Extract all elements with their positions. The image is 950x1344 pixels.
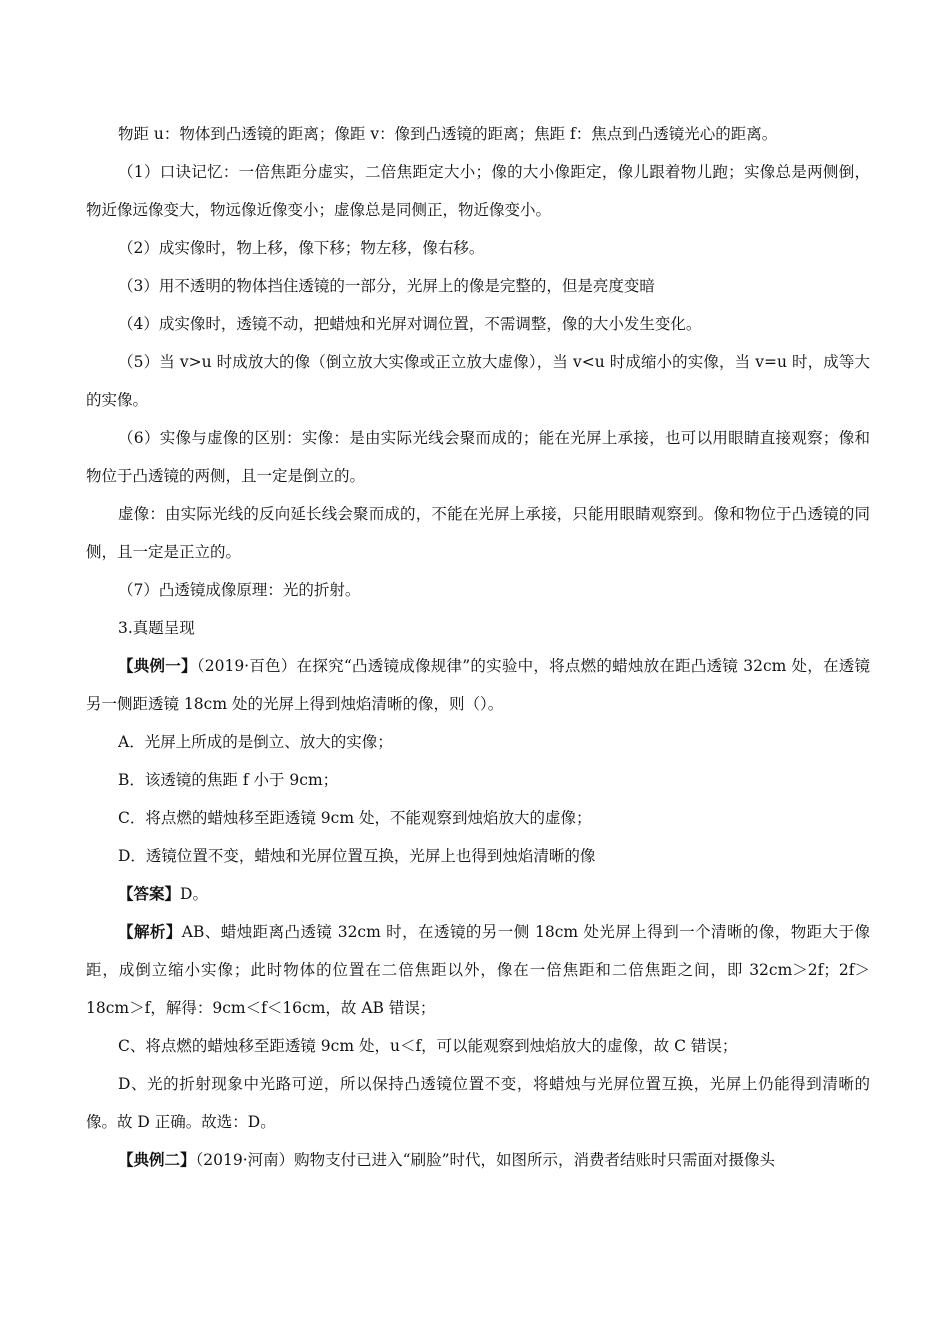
option-a: A．光屏上所成的是倒立、放大的实像；: [118, 733, 393, 751]
answer-tag: 【答案】: [118, 884, 181, 903]
point-3-paragraph: （3）用不透明的物体挡住透镜的一部分，光屏上的像是完整的，但是亮度变暗: [118, 277, 655, 295]
section-heading: 3.真题呈现: [118, 619, 195, 637]
definition-paragraph: 物距 u：物体到凸透镜的距离；像距 v：像到凸透镜的距离；焦距 f：焦点到凸透镜光心的距离。: [118, 125, 778, 143]
example-1-tag: 【典例一】: [118, 656, 197, 675]
example-2-tag: 【典例二】: [118, 1150, 196, 1169]
analysis-ab: [86, 913, 870, 1027]
example-1-question: [86, 647, 870, 723]
point-4-paragraph: （4）成实像时，透镜不动，把蜡烛和光屏对调位置，不需调整，像的大小发生变化。: [118, 315, 702, 333]
option-b: B．该透镜的焦距 f 小于 9cm；: [118, 771, 339, 789]
option-d: D．透镜位置不变，蜡烛和光屏位置互换，光屏上也得到烛焰清晰的像: [118, 847, 596, 865]
answer-line: [86, 875, 870, 913]
point-2-paragraph: （2）成实像时，物上移，像下移；物左移，像右移。: [118, 239, 485, 257]
analysis-tag: 【解析】: [118, 922, 182, 941]
mnemonic-paragraph: （1）口诀记忆：一倍焦距分虚实，二倍焦距定大小；像的大小像距定，像儿跟着物儿跑；实像总是两侧倒，物近像远像变大，物远像近像变小；虚像总是同侧正，物近像变小。: [86, 163, 870, 219]
option-c: C．将点燃的蜡烛移至距透镜 9cm 处，不能观察到烛焰放大的虚像；: [118, 809, 592, 827]
virtual-image-paragraph: 虚像：由实际光线的反向延长线会聚而成的，不能在光屏上承接，只能用眼睛观察到。像和物位于凸透镜的同侧，且一定是正立的。: [86, 505, 870, 561]
point-6-paragraph: （6）实像与虚像的区别：实像：是由实际光线会聚而成的；能在光屏上承接，也可以用眼睛直接观察；像和物位于凸透镜的两侧，且一定是倒立的。: [86, 429, 870, 485]
example-2-question: [86, 1141, 870, 1179]
analysis-text: AB、蜡烛距离凸透镜 32cm 时，在透镜的另一侧 18cm 处光屏上得到一个清晰的像，物距大于像距，成倒立缩小实像；此时物体的位置在二倍焦距以外，像在一倍焦距和二倍焦距之间，即 32cm＞2f；2f＞18cm＞f，解得：9cm＜f＜16cm，故 AB 错误；: [86, 923, 870, 1017]
example-2-text: （2019·河南）购物支付已进入“刷脸”时代，如图所示，消费者结账时只需面对摄像头: [195, 1151, 775, 1169]
analysis-c: C、将点燃的蜡烛移至距透镜 9cm 处，u＜f，可以能观察到烛焰放大的虚像，故 C 错误；: [118, 1037, 738, 1055]
example-1-text: （2019·百色）在探究“凸透镜成像规律”的实验中，将点燃的蜡烛放在距凸透镜 32cm 处，在透镜另一侧距透镜 18cm 处的光屏上得到烛焰清晰的像，则（）。: [86, 657, 870, 713]
document-body: [86, 115, 870, 1179]
point-7-paragraph: （7）凸透镜成像原理：光的折射。: [118, 581, 361, 599]
point-5-paragraph: （5）当 v>u 时成放大的像（倒立放大实像或正立放大虚像），当 v<u 时成缩小的实像，当 v=u 时，成等大的实像。: [86, 353, 870, 409]
analysis-d: D、光的折射现象中光路可逆，所以保持凸透镜位置不变，将蜡烛与光屏位置互换，光屏上仍能得到清晰的像。故 D 正确。故选：D。: [86, 1075, 870, 1131]
answer-text: D。: [180, 885, 208, 903]
